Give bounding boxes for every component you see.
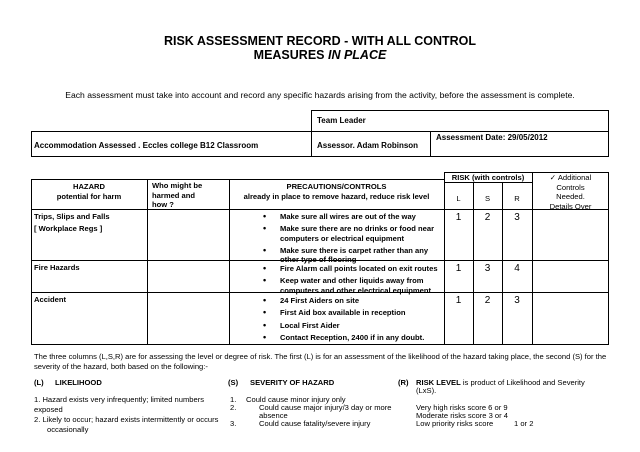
likelihood-value: 1	[455, 212, 462, 223]
severity-n2: 2.	[230, 403, 237, 412]
risk-level-title: RISK LEVEL	[416, 378, 461, 387]
col-prec-title: PRECAUTIONS/CONTROLS	[286, 182, 387, 191]
assessor-label: Assessor. Adam Robinson	[317, 141, 419, 150]
col-precautions-header	[229, 182, 444, 201]
col-prec-subtitle: already in place to remove hazard, reduce risk level	[243, 191, 430, 201]
likelihood-item1-cont: exposed	[34, 405, 63, 414]
col-hazard-subtitle: potential for harm	[56, 191, 122, 201]
col-who-line1: Who might be	[152, 181, 203, 190]
risk-level-desc: is product of Likelihood and Severity	[460, 378, 585, 387]
severity-value: 2	[484, 295, 491, 306]
hazard-name: Trips, Slips and Falls	[34, 212, 110, 221]
col-who-header	[152, 181, 228, 210]
risk-low: Low priority risks score	[416, 419, 494, 428]
likelihood-value: 1	[455, 295, 462, 306]
severity-tag: (S)	[228, 378, 239, 387]
hazard-regs: [ Workplace Regs ]	[34, 223, 103, 233]
risk-value: 3	[514, 212, 520, 223]
rls-explanation: The three columns (L,S,R) are for assessing the level or degree of risk. The first (L) is for an assessment of the likelihood of the hazard taking place, the second (S) for the severity of the hazard, both based on the following:-	[34, 352, 607, 371]
risk-low-score: 1 or 2	[514, 419, 534, 428]
likelihood-tag: (L)	[34, 378, 44, 387]
severity-n3: 3.	[230, 419, 237, 428]
col-s-header: S	[484, 194, 491, 203]
col-who-line3: how ?	[152, 200, 174, 209]
precaution-item: • Make sure there is carpet rather than any other type of flooring	[263, 246, 443, 265]
likelihood-item2-cont: occasionally	[47, 425, 89, 434]
precautions-list	[263, 212, 443, 267]
precaution-item: • Make sure there are no drinks or food near computers or electrical equipment	[263, 224, 443, 243]
accommodation-label: Accommodation Assessed . Eccles college B12 Classroom	[34, 141, 259, 150]
header-table	[31, 110, 609, 157]
likelihood-item2: 2. Likely to occur; hazard exists intermittently or occurs	[34, 415, 219, 424]
table-row-hazard: Accident	[34, 295, 67, 304]
additional-line1: ✓ Additional	[549, 173, 592, 182]
title-line2-normal: MEASURES	[253, 48, 328, 62]
additional-line3: Needed.	[556, 192, 585, 201]
risk-tag: (R)	[398, 378, 409, 387]
severity-t2b: absence	[259, 411, 288, 420]
precaution-item: • Make sure all wires are out of the way	[263, 212, 443, 221]
risk-value: 3	[514, 295, 520, 306]
intro-text: Each assessment must take into account and record any specific hazards arising from the activity, before the assessment is complete.	[65, 90, 575, 100]
precautions-list	[263, 264, 443, 298]
risk-level-lxs: (LxS).	[416, 386, 437, 395]
col-who-line2: harmed and	[152, 190, 196, 200]
risk-header: RISK (with controls)	[451, 173, 525, 182]
col-hazard-title: HAZARD	[72, 182, 106, 191]
additional-line2: Controls	[556, 182, 585, 192]
title-line2-italic: IN PLACE	[327, 48, 387, 62]
likelihood-item1: 1. Hazard exists very infrequently; limited numbers	[34, 395, 205, 404]
additional-line4: Details Over	[549, 201, 592, 211]
severity-value: 2	[484, 212, 491, 223]
table-row-hazard: Fire Hazards	[34, 263, 80, 272]
col-r-header: R	[514, 194, 520, 203]
risk-table	[31, 172, 609, 345]
severity-n1: 1.	[230, 395, 237, 404]
precaution-item: • Fire Alarm call points located on exit routes	[263, 264, 443, 273]
document-title-line1: RISK ASSESSMENT RECORD - WITH ALL CONTROL	[163, 34, 477, 48]
precautions-list	[263, 296, 443, 345]
severity-value: 3	[484, 263, 491, 274]
precaution-item: • Contact Reception, 2400 if in any doubt.	[263, 333, 443, 342]
risk-value: 4	[514, 263, 520, 274]
risk-very-high: Very high risks score 6 or 9	[416, 403, 508, 412]
severity-t3: Could cause fatality/severe injury	[259, 419, 371, 428]
severity-heading: SEVERITY OF HAZARD	[250, 378, 335, 387]
severity-t1: Could cause minor injury only	[246, 395, 346, 404]
risk-moderate: Moderate risks score 3 or 4	[416, 411, 509, 420]
likelihood-heading: LIKELIHOOD	[55, 378, 102, 387]
precaution-item: • 24 First Aiders on site	[263, 296, 443, 305]
likelihood-value: 1	[455, 263, 462, 274]
precaution-item: • Keep water and other liquids away from computers and other electrical equipment	[263, 276, 443, 295]
table-row-hazard	[34, 212, 110, 233]
precaution-item: • Local First Aider	[263, 321, 443, 330]
team-leader-label: Team Leader	[317, 116, 366, 125]
document-title-line2	[0, 48, 640, 63]
additional-controls-header	[532, 173, 609, 211]
precaution-item: • First Aid box available in reception	[263, 308, 443, 317]
risk-level-heading	[416, 378, 612, 388]
col-hazard-header	[31, 182, 147, 201]
likelihood-list	[34, 395, 222, 435]
assessment-date: Assessment Date: 29/05/2012	[436, 133, 548, 142]
col-l-header: L	[456, 194, 461, 203]
severity-t2a: Could cause major injury/3 day or more	[259, 403, 392, 412]
